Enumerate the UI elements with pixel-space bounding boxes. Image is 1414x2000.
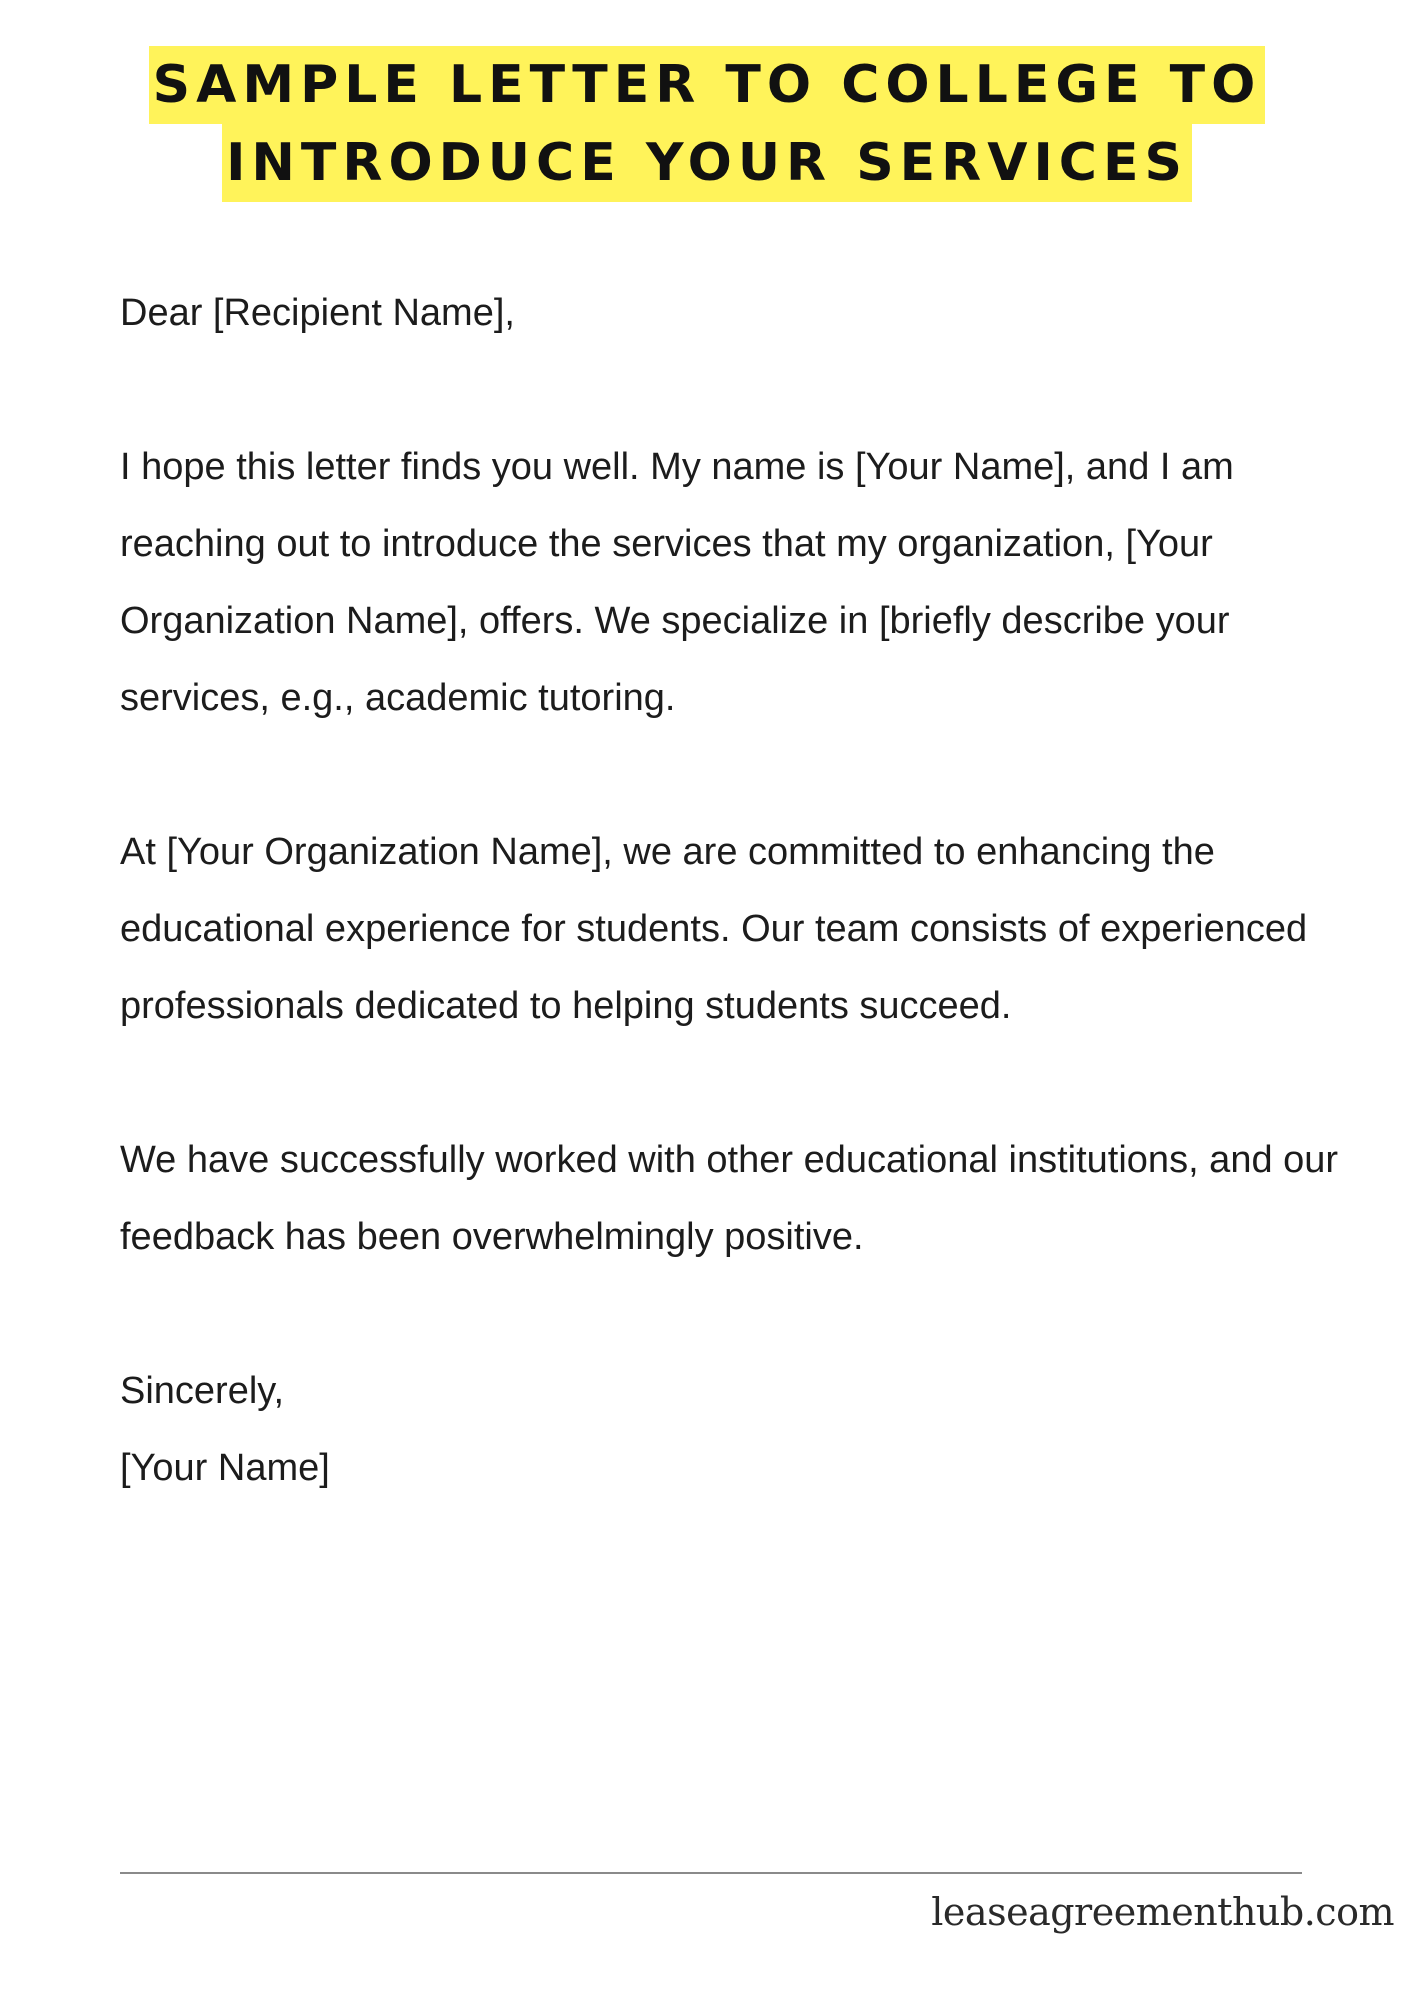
footer-site-link[interactable]: leaseagreementhub.com — [931, 1890, 1394, 1934]
signature: [Your Name] — [120, 1447, 330, 1489]
letter-body — [120, 275, 1360, 1507]
paragraph-experience: We have successfully worked with other educational institutions, and our feedback has been overwhelmingly positive. — [120, 1139, 1339, 1258]
footer-divider — [120, 1872, 1302, 1874]
paragraph-intro: I hope this letter finds you well. My name is [Your Name], and I am reaching out to introduce the services that my organization, [Your Organization Name], offers. We specialize in [briefly describe your services, e.g., academic tutoring. — [120, 446, 1234, 719]
closing: Sincerely, — [120, 1370, 285, 1412]
salutation: Dear [Recipient Name], — [120, 292, 515, 334]
title-line-1: SAMPLE LETTER TO COLLEGE TO — [149, 46, 1266, 124]
title-line-2: INTRODUCE YOUR SERVICES — [222, 124, 1192, 202]
page-title — [0, 46, 1414, 202]
paragraph-commitment: At [Your Organization Name], we are committed to enhancing the educational experience for students. Our team consists of experienced professionals dedicated to helping students succeed. — [120, 831, 1308, 1027]
